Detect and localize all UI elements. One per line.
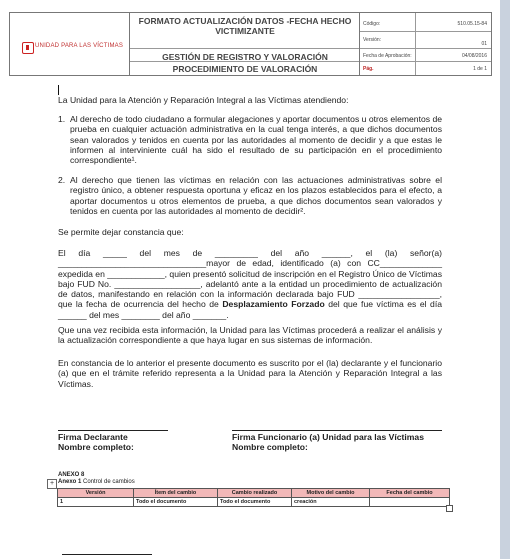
unidad-victimas-logo-icon	[22, 42, 34, 54]
table-cell[interactable]: 1	[58, 498, 134, 507]
official-signature-line[interactable]	[232, 430, 442, 431]
annex-subtitle-text: Control de cambios	[81, 479, 135, 485]
code-value: 510.05.15-84	[457, 21, 487, 27]
table-cell[interactable]: Todo el documento	[134, 498, 218, 507]
approval-date-value: 04/08/2016	[461, 53, 487, 59]
annex-subtitle-bold: Anexo 1	[58, 479, 82, 485]
table-header-row	[58, 489, 450, 498]
table-cell[interactable]	[370, 498, 450, 507]
constancy-heading: Se permite dejar constancia que:	[58, 227, 184, 237]
logo-cell	[10, 13, 130, 75]
item-2-number: 2.	[58, 175, 66, 185]
fill-in-paragraph[interactable]	[58, 248, 442, 320]
version-label: Versión:	[363, 37, 382, 43]
official-signature-label: Firma Funcionario (a) Unidad para las Víctimas	[232, 432, 424, 442]
table-row	[58, 498, 450, 507]
table-cell[interactable]: Todo el documento	[218, 498, 292, 507]
process-title: GESTIÓN DE REGISTRO Y VALORACIÓN	[162, 52, 328, 62]
column-header: Fecha del cambio	[370, 489, 450, 498]
attestation-paragraph: En constancia de lo anterior el presente documento es suscrito por el (la) declarante y el funcionario (a) que en el trámite referido representa a la Unidad para la Atención y Reparación Integral a las Víctimas.	[58, 358, 442, 389]
fill-in-text-1[interactable]: El día _____ del mes de _________ del año ______, el (la) señor(a) _______________________________mayor de edad, identificado (a) con CC_____________ expedida en ____________, quien presentó solicitud de inscripción en el Registro Único de Víctimas bajo FUD No. __________________, adelantó ante a la entidad un procedimiento de actualización de datos, manifestando en relación con la información declarada bajo FUD _________________, que la fecha de ocurrencia del hecho de	[58, 248, 442, 310]
annex-subtitle	[58, 479, 135, 485]
column-header: Motivo del cambio	[292, 489, 370, 498]
logo-text: UNIDAD PARA LAS VÍCTIMAS	[35, 43, 124, 49]
item-2-text: Al derecho que tienen las víctimas en relación con las actuaciones administrativas sobre el registro único, a obtener respuesta oportuna y eficaz en los plazos establecidos para el efecto, a aportar documentos u otros elementos de prueba, a que dichos documentos sean valorados y tenidos en cuenta por las autoridades al momento de decidir².	[70, 175, 442, 216]
table-cell[interactable]: creación	[292, 498, 370, 507]
change-control-table	[57, 488, 450, 507]
column-header: Versión	[58, 489, 134, 498]
column-header: Ítem del cambio	[134, 489, 218, 498]
declarant-signature-line[interactable]	[58, 430, 168, 431]
page-value: 1 de 1	[473, 66, 487, 72]
column-header: Cambio realizado	[218, 489, 292, 498]
footnote-separator	[62, 554, 152, 555]
procedure-title: PROCEDIMIENTO DE VALORACIÓN	[172, 64, 318, 74]
declarant-signature-label: Firma Declarante	[58, 432, 128, 442]
title-cell	[130, 13, 360, 75]
table-resize-handle-icon[interactable]	[446, 505, 453, 512]
table-move-handle-icon[interactable]: +	[47, 479, 57, 489]
declarant-name-label: Nombre completo:	[58, 442, 134, 452]
fill-in-text-2[interactable]: del que fue víctima es el día ______ del mes ________ del año _______.	[58, 299, 443, 320]
analysis-paragraph: Que una vez recibida esta información, la Unidad para las Víctimas procederá a realizar el análisis y la actualización correspondiente a que haya lugar en sus sistemas de información.	[58, 325, 442, 346]
intro-text: La Unidad para la Atención y Reparación Integral a las Víctimas atendiendo:	[58, 95, 349, 105]
approval-date-label: Fecha de Aprobación:	[363, 53, 412, 59]
header-table	[9, 12, 492, 76]
text-cursor	[58, 85, 59, 95]
workspace-gutter	[500, 0, 510, 559]
item-1-number: 1.	[58, 114, 66, 124]
annex-title: ANEXO 8	[58, 472, 85, 478]
displacement-bold: Desplazamiento Forzado	[222, 299, 325, 310]
form-title: FORMATO ACTUALIZACIÓN DATOS -FECHA HECHO VICTIMIZANTE	[138, 16, 352, 36]
version-value: 01	[481, 41, 487, 47]
page-label: Pág.	[363, 66, 374, 72]
code-label: Código:	[363, 21, 381, 27]
metadata-cell	[360, 13, 491, 75]
item-1-text: Al derecho de todo ciudadano a formular alegaciones y aportar documentos u otros elementos de prueba en cualquier actuación administrativa en la cual tenga interés, a que dichos documentos sean valorados y tenidos en cuenta por las autoridades al momento de decidir y a que estas le informen al interviniente cuál ha sido el resultado de su participación en el procedimiento correspondiente¹.	[70, 114, 442, 166]
official-name-label: Nombre completo:	[232, 442, 308, 452]
